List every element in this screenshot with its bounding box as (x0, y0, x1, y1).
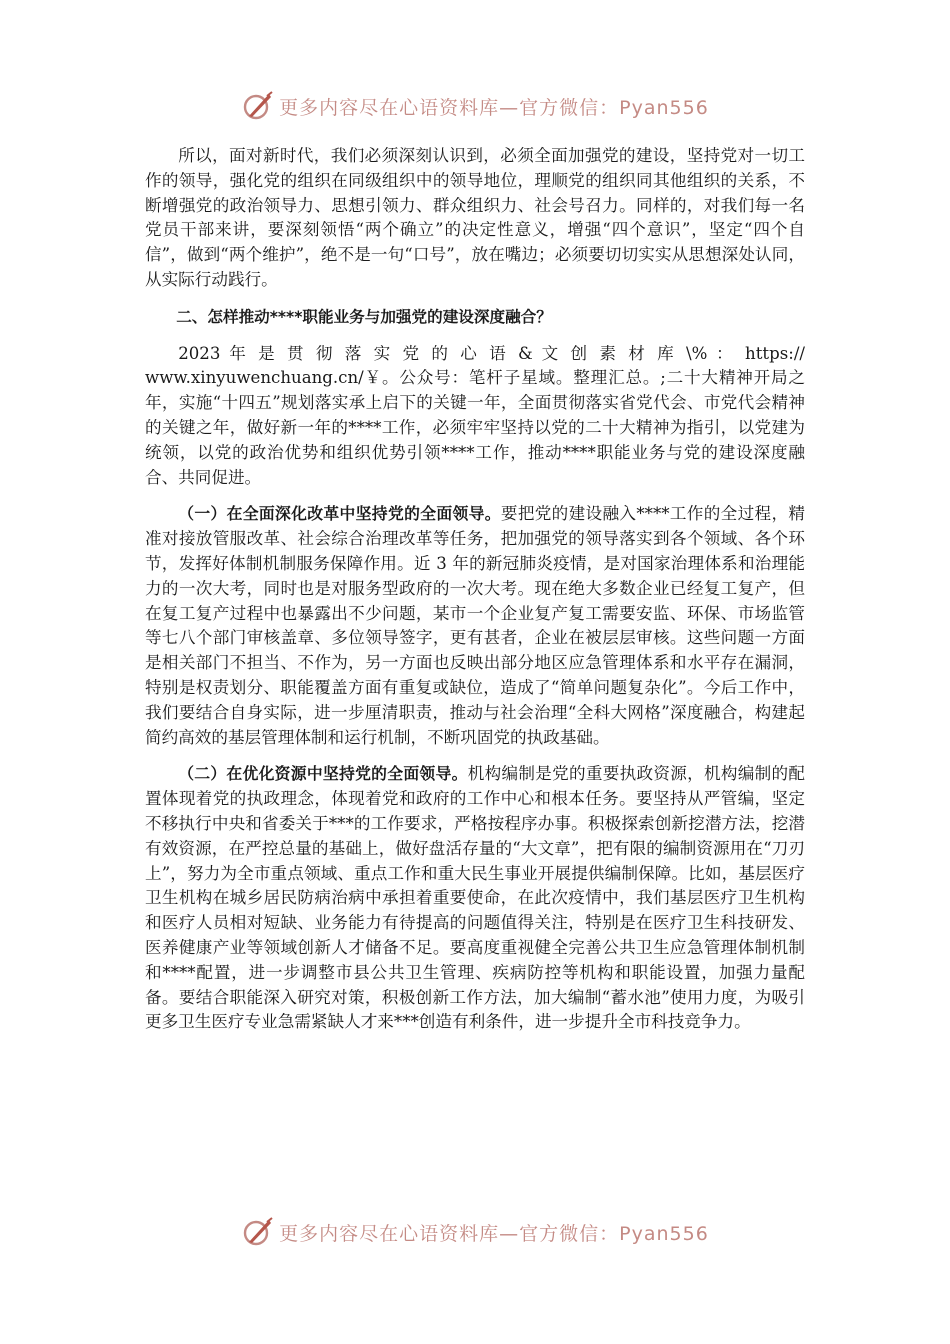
footer-watermark (0, 1212, 950, 1252)
paragraph-resources-body: 机构编制是党的重要执政资源，机构编制的配置体现着党的执政理念，体现着党和政府的工作中心和根本任务。要坚持从严管编，坚定不移执行中央和省委关于***的工作要求，严格按程序办事。积极探索创新挖潜方法，挖潜有效资源，在严控总量的基础上，做好盘活存量的“大文章”，把有限的编制资源用在“刀刃上”，努力为全市重点领域、重点工作和重大民生事业开展提供编制保障。比如，基层医疗卫生机构在城乡居民防病治病中承担着重要使命，在此次疫情中，我们基层医疗卫生机构和医疗人员相对短缺、业务能力有待提高的问题值得关注，特别是在医疗卫生科技研发、医养健康产业等领域创新人才储备不足。要高度重视健全完善公共卫生应急管理体制机制和****配置，进一步调整市县公共卫生管理、疾病防控等机构和职能设置，加强力量配备。要结合职能深入研究对策，积极创新工作方法，加大编制“蓄水池”使用力度，为吸引更多卫生医疗专业急需紧缺人才来***创造有利条件，进一步提升全市科技竞争力。 (145, 764, 805, 1032)
paragraph-resources (145, 762, 805, 1035)
watermark-text: 更多内容尽在心语资料库—官方微信：Pyan556 (279, 1222, 709, 1245)
paragraph-reform-body: 要把党的建设融入****工作的全过程，精准对接放管服改革、社会综合治理改革等任务，把加强党的领导落实到各个领域、各个环节，发挥好体制机制服务保障作用。近 3 年的新冠肺炎疫情，是对国家治理体系和治理能力的一次大考，同时也是对服务型政府的一次大考。现在绝大多数企业已经复工复产，但在复工复产过程中也暴露出不少问题，某市一个企业复产复工需要安监、环保、市场监管等七八个部门审核盖章、多位领导签字，更有甚者，企业在被层层审核。这些问题一方面是相关部门不担当、不作为，另一方面也反映出部分地区应急管理体系和水平存在漏洞，特别是权责划分、职能覆盖方面有重复或缺位，造成了“简单问题复杂化”。今后工作中，我们要结合自身实际，进一步厘清职责，推动与社会治理“全科大网格”深度融合，构建起简约高效的基层管理体制和运行机制，不断巩固党的执政基础。 (145, 504, 805, 747)
quill-circle-icon (241, 89, 275, 123)
document-body (145, 144, 805, 1035)
section-heading: 二、怎样推动****职能业务与加强党的建设深度融合？ (176, 307, 552, 326)
quill-circle-icon (241, 1215, 275, 1249)
header-watermark (0, 86, 950, 126)
paragraph-conclusion: 所以，面对新时代，我们必须深刻认识到，必须全面加强党的建设，坚持党对一切工作的领导，强化党的组织在同级组织中的领导地位，理顺党的组织同其他组织的关系，不断增强党的政治领导力、思想引领力、群众组织力、社会号召力。同样的，对我们每一名党员干部来讲，要深刻领悟“两个确立”的决定性意义，增强“四个意识”，坚定“四个自信”，做到“两个维护”，绝不是一句“口号”，放在嘴边；必须要切切实实从思想深处认同，从实际行动践行。 (145, 146, 805, 289)
paragraph-reform-lead: （一）在全面深化改革中坚持党的全面领导。 (178, 504, 501, 524)
watermark-text: 更多内容尽在心语资料库—官方微信：Pyan556 (279, 96, 709, 119)
paragraph-intro-line: 2023 年 是 贯 彻 落 实 党 的 心 语 & 文 创 素 材 库 \% ： https:// (178, 343, 805, 363)
paragraph-reform (145, 502, 805, 750)
paragraph-intro: www.xinyuwenchuang.cn/￥。公众号：笔杆子星域。整理汇总。;二十大精神开局之年，实施“十四五”规划落实承上启下的关键一年，全面贯彻落实省党代会、市党代会精神的关键之年，做好新一年的****工作，必须牢牢坚持以党的二十大精神为指引，以党建为统领，以党的政治优势和组织优势引领****工作，推动****职能业务与党的建设深度融合、共同促进。 (145, 368, 805, 487)
paragraph-resources-lead: （二）在优化资源中坚持党的全面领导。 (178, 764, 468, 784)
